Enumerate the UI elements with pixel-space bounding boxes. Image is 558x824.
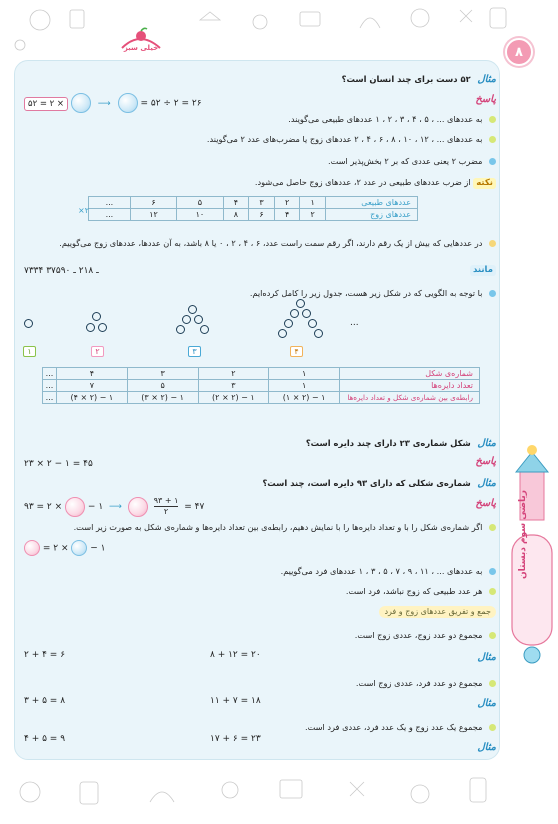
circle-shape: [98, 323, 107, 332]
ex3-rule: مجموع یک عدد زوج و یک عدد فرد، عددی فرد است.: [305, 722, 483, 732]
table-cell: ۶: [130, 197, 176, 209]
bullet-icon: [489, 568, 496, 575]
table-cell: ۳: [127, 368, 198, 380]
section-title-row: [20, 606, 496, 618]
row-label-even: عددهای زوج: [326, 209, 418, 221]
circle-shape: [314, 329, 323, 338]
table-cell: ۲: [198, 368, 269, 380]
note-row: [20, 177, 496, 189]
note-text: از ضرب عددهای طبیعی در عدد ۲، عددهای زوج حاصل می‌شود.: [254, 177, 471, 187]
ex1-right: ۸ + ۱۲ = ۲۰: [210, 650, 261, 660]
fact-natural-text: به عددهای ... ، ۵ ، ۴ ، ۳ ، ۲ ، ۱ عددهای طبیعی می‌گویند.: [288, 114, 483, 124]
row-label-circle-count: تعداد دایره‌ها: [340, 380, 480, 392]
q1-question: ۵۲ دست برای چند انسان است؟: [341, 74, 471, 84]
bullet-icon: [489, 136, 496, 143]
bullet-icon: [489, 632, 496, 639]
table-cell: ...: [89, 197, 131, 209]
table-cell: ۱۰: [177, 209, 223, 221]
section-title: جمع و تفریق عددهای زوج و فرد: [379, 606, 496, 618]
unknown-bubble-icon: [128, 497, 148, 517]
ex2-rule: مجموع دو عدد فرد، عددی زوج است.: [355, 678, 483, 688]
table-cell: ۸: [223, 209, 249, 221]
q3-eq-minus: − ۱: [87, 502, 104, 512]
logo-text: خیلی سبز: [123, 44, 159, 52]
circle-shape: [182, 315, 191, 324]
side-illustration: [506, 60, 558, 765]
bullet-icon: [489, 724, 496, 731]
example-tag: مثال: [477, 74, 496, 85]
example-tag: مثال: [477, 438, 496, 449]
q1-row: [20, 74, 496, 87]
example-tag: مثال: [477, 478, 496, 489]
arrow-icon: ⟶: [109, 502, 122, 512]
even-rule-text: در عددهایی که بیش از یک رقم دارند، اگر رقم سمت راست عدد، ۶ ، ۴ ، ۲ ، ۰ یا ۸ باشد، به آن عددها، عددهای زوج می‌گوییم.: [59, 238, 483, 248]
table-cell: (۳ × ۲) − ۱: [127, 392, 198, 404]
q1-eq-right: = ۵۲ ÷ ۲ = ۲۶: [140, 98, 202, 109]
relation-text: اگر شماره‌ی شکل را با و تعداد دایره‌ها را با نمایش دهیم، رابطه‌ی بین تعداد دایره‌ها و شماره‌ی شکل به صورت زیر است.: [73, 522, 483, 532]
even-examples: ۷۳۳۴ ـ ۲۱۸ ـ ۳۷۵۹۰: [24, 266, 99, 276]
pattern-ellipsis: ...: [350, 318, 359, 328]
odd-rule-row: [20, 586, 496, 596]
circle-shape: [176, 325, 185, 334]
circle-shape: [284, 319, 293, 328]
bullet-icon: [489, 116, 496, 123]
q3-eq-result: = ۴۷: [184, 502, 205, 512]
example-tag: مثال: [477, 698, 496, 709]
table-cell: ۲: [300, 209, 326, 221]
bottom-doodle-border: [0, 762, 558, 824]
row-label-relation: رابطه‌ی بین شماره‌ی شکل و تعداد دایره‌ها: [340, 392, 480, 404]
table-cell: ۲: [274, 197, 300, 209]
pattern-intro: [20, 288, 496, 298]
circle-shape: [188, 305, 197, 314]
ex2-rule-row: [20, 678, 496, 688]
note-tag: نکته: [473, 178, 496, 189]
table-cell: (۲ × ۲) − ۱: [198, 392, 269, 404]
figure-label-4: ۴: [290, 346, 303, 357]
q3-question: شماره‌ی شکلی که دارای ۹۳ دایره است، چند است؟: [262, 478, 471, 488]
table-cell: ۱: [269, 368, 340, 380]
table-cell: ۱۲: [130, 209, 176, 221]
table-cell: ۳: [249, 197, 275, 209]
ex3-left: ۴ + ۵ = ۹: [24, 734, 66, 744]
row-label-natural: عددهای طبیعی: [326, 197, 418, 209]
table-cell: ۴: [57, 368, 128, 380]
row-label-figure-number: شماره‌ی شکل: [340, 368, 480, 380]
figure-label-1: ۱: [23, 346, 36, 357]
q2-question: شکل شماره‌ی ۲۳ دارای چند دایره است؟: [305, 438, 471, 448]
circle-shape: [194, 315, 203, 324]
pattern-intro-text: با توجه به الگویی که در شکل زیر هست، جدول زیر را کامل کرده‌ایم.: [249, 288, 483, 298]
q3-fraction: [154, 496, 179, 517]
table-cell: ...: [43, 368, 57, 380]
fact-natural: [20, 114, 496, 124]
like-tag: مانند: [470, 265, 496, 276]
unknown-bubble-icon: [65, 497, 85, 517]
arrow-icon: ⟶: [97, 98, 111, 109]
table-cell: ...: [43, 380, 57, 392]
even-rule: [20, 238, 496, 249]
fact-multiple-text: مضرب ۲ یعنی عددی که بر ۲ بخش‌پذیر است.: [328, 156, 483, 166]
mult-label: ×۲: [78, 206, 89, 215]
figure-label-2: ۲: [91, 346, 104, 357]
circle-shape: [308, 319, 317, 328]
relation-row: [20, 522, 496, 532]
q3-eq-left: ۹۳ = ۲ ×: [24, 502, 63, 512]
circle-count-bubble-icon: [24, 540, 40, 556]
fact-even: [20, 134, 496, 144]
example-tag: مثال: [477, 652, 496, 663]
fact-multiple: [20, 156, 496, 166]
ex1-left: ۲ + ۴ = ۶: [24, 650, 66, 660]
pattern-table: [42, 367, 480, 404]
unknown-bubble-icon: [71, 93, 91, 113]
odd-row: [20, 566, 496, 576]
table-cell: ۵: [127, 380, 198, 392]
circle-shape: [92, 312, 101, 321]
table-cell: ...: [89, 209, 131, 221]
natural-even-table: [88, 196, 418, 221]
relation-eq-left: = ۲ ×: [42, 543, 69, 554]
q3-equation: [24, 496, 204, 517]
top-doodle-border: [0, 0, 558, 60]
relation-eq-minus: − ۱: [90, 543, 106, 554]
q1-eq-left: ۵۲ = ۲ ×: [24, 97, 68, 111]
table-cell: ۴: [274, 209, 300, 221]
unknown-bubble-icon: [118, 93, 138, 113]
fraction-denominator: ۲: [163, 507, 169, 516]
example-tag: مثال: [477, 742, 496, 753]
figure-label-3: ۳: [188, 346, 201, 357]
ex1-rule-row: [20, 630, 496, 640]
ex2-left: ۳ + ۵ = ۸: [24, 696, 66, 706]
ex3-right: ۱۷ + ۶ = ۲۳: [210, 734, 261, 744]
side-book-label: ریاضی سوم دبستان: [518, 490, 528, 580]
circle-shape: [200, 325, 209, 334]
ex2-right: ۱۱ + ۷ = ۱۸: [210, 696, 261, 706]
fraction-numerator: ۹۳ + ۱: [153, 496, 179, 505]
table-cell: ۴: [223, 197, 249, 209]
bullet-icon: [489, 240, 496, 247]
bullet-icon: [489, 158, 496, 165]
table-cell: ۷: [57, 380, 128, 392]
answer-tag: پاسخ: [475, 94, 496, 105]
table-cell: ۱: [300, 197, 326, 209]
ex1-rule: مجموع دو عدد زوج، عددی زوج است.: [354, 630, 483, 640]
circle-shape: [296, 299, 305, 308]
q2-answer: ۲۳ × ۲ − ۱ = ۴۵: [24, 459, 93, 469]
q3-row: [20, 478, 496, 491]
odd-rule-text: هر عدد طبیعی که زوج نباشد، فرد است.: [345, 586, 483, 596]
table-cell: (۱ × ۲) − ۱: [269, 392, 340, 404]
answer-tag: پاسخ: [475, 498, 496, 509]
figure-number-bubble-icon: [71, 540, 87, 556]
table-cell: ۳: [198, 380, 269, 392]
bullet-icon: [489, 524, 496, 531]
circle-shape: [302, 309, 311, 318]
ex3-rule-row: [20, 722, 496, 732]
answer-tag: پاسخ: [475, 456, 496, 467]
q1-equation: [24, 93, 202, 113]
q2-row: [20, 438, 496, 451]
relation-equation: [24, 540, 106, 556]
page-number-badge: ۸: [505, 38, 533, 66]
circle-shape: [278, 329, 287, 338]
bullet-icon: [489, 588, 496, 595]
circle-shape: [86, 323, 95, 332]
circle-shape: [290, 309, 299, 318]
bullet-icon: [489, 290, 496, 297]
table-cell: ۱: [269, 380, 340, 392]
odd-text: به عددهای ... ، ۱۱ ، ۹ ، ۷ ، ۵ ، ۳ ، ۱ عددهای فرد می‌گوییم.: [280, 566, 483, 576]
table-cell: ۶: [249, 209, 275, 221]
fact-even-text: به عددهای ... ، ۱۲ ، ۱۰ ، ۸ ، ۶ ، ۴ ، ۲ عددهای زوج یا مضرب‌های عدد ۲ می‌گویند.: [206, 134, 483, 144]
bullet-icon: [489, 680, 496, 687]
circle-shape: [24, 319, 33, 328]
table-cell: ...: [43, 392, 57, 404]
table-cell: ۵: [177, 197, 223, 209]
table-cell: (۴ × ۲) − ۱: [57, 392, 128, 404]
